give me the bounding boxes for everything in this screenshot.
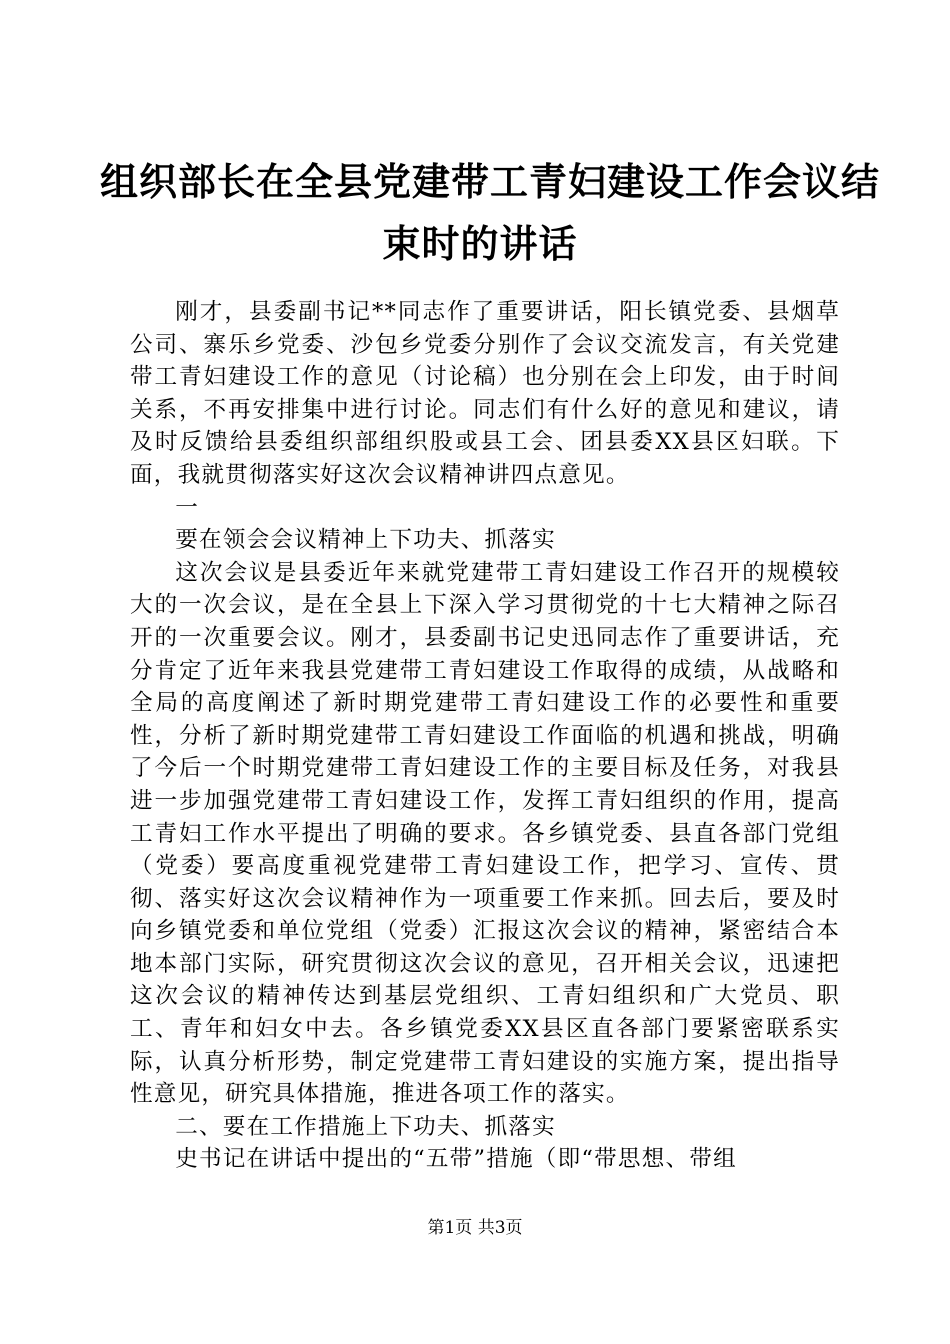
paragraph-section-two-start: 史书记在讲话中提出的“五带”措施（即“带思想、带组 [175,1146,737,1173]
document-body [130,296,840,1176]
section-heading-two: 二、要在工作措施上下功夫、抓落实 [175,1113,556,1140]
document-title-line-2: 束时的讲话 [382,221,578,266]
paragraph-intro: 刚才，县委副书记**同志作了重要讲话，阳长镇党委、县烟草公司、寨乐乡党委、沙包乡党委分别作了会议交流发言，有关党建带工青妇建设工作的意见（讨论稿）也分别在会上印发，由于时间关系，不再安排集中进行讨论。同志们有什么好的意见和建议，请及时反馈给县委组织部组织股或县工会、团县委XX县区妇联。下面，我就贯彻落实好这次会议精神讲四点意见。 [130,299,840,488]
document-title-line-1: 组织部长在全县党建带工青妇建设工作会议结 [100,159,881,204]
paragraph-section-one: 这次会议是县委近年来就党建带工青妇建设工作召开的规模较大的一次会议，是在全县上下深入学习贯彻党的十七大精神之际召开的一次重要会议。刚才，县委副书记史迅同志作了重要讲话，充分肯定了近年来我县党建带工青妇建设工作取得的成绩，从战略和全局的高度阐述了新时期党建带工青妇建设工作的必要性和重要性，分析了新时期党建带工青妇建设工作面临的机遇和挑战，明确了今后一个时期党建带工青妇建设工作的主要目标及任务，对我县进一步加强党建带工青妇建设工作，发挥工青妇组织的作用，提高工青妇工作水平提出了明确的要求。各乡镇党委、县直各部门党组（党委）要高度重视党建带工青妇建设工作，把学习、宣传、贯彻、落实好这次会议精神作为一项重要工作来抓。回去后，要及时向乡镇党委和单位党组（党委）汇报这次会议的精神，紧密结合本地本部门实际，研究贯彻这次会议的意见，召开相关会议，迅速把这次会议的精神传达到基层党组织、工青妇组织和广大党员、职工、青年和妇女中去。各乡镇党委XX县区直各部门要紧密联系实际，认真分析形势，制定党建带工青妇建设的实施方案，提出指导性意见，研究具体措施，推进各项工作的落实。 [130,559,840,1108]
section-number-one: 一 [175,494,199,521]
page-footer: 第1页 共3页 [427,1218,523,1238]
section-heading-one: 要在领会会议精神上下功夫、抓落实 [175,527,556,554]
